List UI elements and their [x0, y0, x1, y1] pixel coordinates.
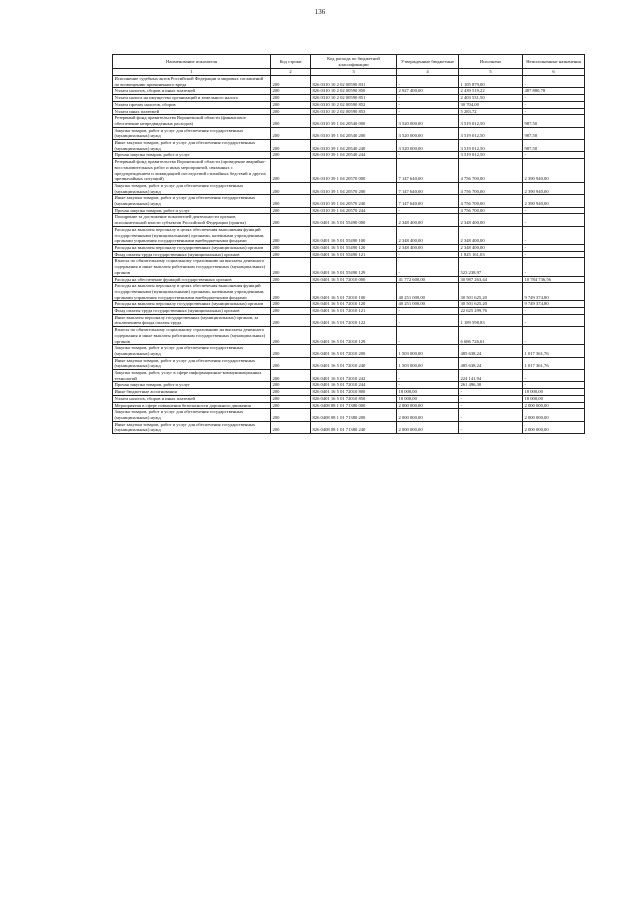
unexecuted-amount-cell: - [523, 226, 585, 244]
unexecuted-amount-cell: 2 390 940,00 [523, 195, 585, 207]
table-row [113, 244, 585, 251]
executed-amount-cell: 4 756 700,00 [459, 207, 523, 214]
executed-amount-cell: 2 348 400,00 [459, 226, 523, 244]
table-row [113, 395, 585, 402]
unexecuted-amount-cell: - [523, 207, 585, 214]
indicator-name-cell: Фонд оплаты труда государственных (муниципальных) органов [113, 251, 271, 258]
classification-code-cell: 826 0401 16 5 01 72010 242 [311, 370, 397, 382]
executed-amount-cell: - [459, 389, 523, 396]
table-row [113, 88, 585, 95]
approved-amount-cell: - [397, 251, 459, 258]
table-body [113, 76, 585, 434]
line-code-cell: 200 [271, 314, 311, 326]
classification-code-cell: 826 0310 10 2 02 00590 850 [311, 88, 397, 95]
executed-amount-cell: 4 756 700,00 [459, 182, 523, 194]
table-row [113, 159, 585, 183]
line-code-cell: 200 [271, 226, 311, 244]
column-number: 5 [459, 69, 523, 76]
line-code-cell: 200 [271, 95, 311, 102]
table-row [113, 226, 585, 244]
approved-amount-cell: 2 000 000,00 [397, 402, 459, 409]
column-number: 6 [523, 69, 585, 76]
indicator-name-cell: Уплата иных платежей [113, 108, 271, 115]
classification-code-cell: 826 0408 08 1 01 71380 200 [311, 409, 397, 421]
executed-amount-cell: 30 501 625,20 [459, 301, 523, 308]
indicator-name-cell: Прочая закупка товаров, работ и услуг [113, 382, 271, 389]
unexecuted-amount-cell: 9 749 374,80 [523, 301, 585, 308]
approved-amount-cell: 2 348 400,00 [397, 226, 459, 244]
unexecuted-amount-cell: 1 017 361,76 [523, 357, 585, 369]
line-code-cell: 200 [271, 389, 311, 396]
unexecuted-amount-cell: 9 749 374,80 [523, 283, 585, 301]
executed-amount-cell: 4 756 700,00 [459, 195, 523, 207]
executed-amount-cell: 1 825 161,03 [459, 251, 523, 258]
table-row [113, 409, 585, 421]
executed-amount-cell: 224 141,94 [459, 370, 523, 382]
unexecuted-amount-cell: - [523, 370, 585, 382]
indicator-name-cell: Фонд оплаты труда государственных (муниципальных) органов [113, 308, 271, 315]
approved-amount-cell: - [397, 382, 459, 389]
table-row [113, 402, 585, 409]
classification-code-cell: 826 0401 16 5 01 55490 121 [311, 251, 397, 258]
unexecuted-amount-cell: 487 880,78 [523, 88, 585, 95]
column-number: 2 [271, 69, 311, 76]
executed-amount-cell: 1 105 879,00 [459, 76, 523, 88]
indicator-name-cell: Прочая закупка товаров, работ и услуг [113, 207, 271, 214]
table-row [113, 152, 585, 159]
indicator-name-cell: Прочая закупка товаров, работ и услуг [113, 152, 271, 159]
executed-amount-cell: 261 496,30 [459, 382, 523, 389]
classification-code-cell: 826 0310 10 2 02 00590 852 [311, 101, 397, 108]
line-code-cell: 200 [271, 395, 311, 402]
table-row [113, 207, 585, 214]
classification-code-cell: 826 0310 10 2 02 00590 853 [311, 108, 397, 115]
line-code-cell: 200 [271, 308, 311, 315]
table-row [113, 214, 585, 226]
approved-amount-cell: 2 000 000,00 [397, 421, 459, 433]
approved-amount-cell: 7 147 640,00 [397, 195, 459, 207]
unexecuted-amount-cell: - [523, 308, 585, 315]
approved-amount-cell: 2 927 400,00 [397, 88, 459, 95]
approved-amount-cell: 18 000,00 [397, 395, 459, 402]
header-budget-classification-code: Код расхода по бюджетной классификации [311, 55, 397, 69]
classification-code-cell: 826 0401 16 5 01 72010 200 [311, 345, 397, 357]
classification-code-cell: 826 0401 16 5 01 55490 000 [311, 214, 397, 226]
approved-amount-cell: - [397, 308, 459, 315]
line-code-cell: 200 [271, 276, 311, 283]
executed-amount-cell: 3 519 012,50 [459, 115, 523, 127]
unexecuted-amount-cell: 1 017 361,76 [523, 345, 585, 357]
approved-amount-cell: - [397, 327, 459, 345]
classification-code-cell: 826 0408 08 1 01 71380 240 [311, 421, 397, 433]
header-line-code: Код строки [271, 55, 311, 69]
unexecuted-amount-cell: - [523, 327, 585, 345]
table-row [113, 308, 585, 315]
approved-amount-cell: 3 520 000,00 [397, 127, 459, 139]
approved-amount-cell: - [397, 370, 459, 382]
line-code-cell: 200 [271, 357, 311, 369]
indicator-name-cell: Расходы на обеспечение функций государственных органов [113, 276, 271, 283]
line-code-cell: 200 [271, 345, 311, 357]
line-code-cell: 200 [271, 214, 311, 226]
classification-code-cell: 826 0401 16 5 01 72010 800 [311, 389, 397, 396]
indicator-name-cell: Уплата налога на имущество организаций и земельного налога [113, 95, 271, 102]
line-code-cell: 200 [271, 421, 311, 433]
indicator-name-cell: Мероприятия в сфере повышения безопасности дорожного движения [113, 402, 271, 409]
approved-amount-cell: - [397, 95, 459, 102]
executed-amount-cell: 523 238,97 [459, 258, 523, 276]
approved-amount-cell: 18 000,00 [397, 389, 459, 396]
approved-amount-cell: 2 348 400,00 [397, 214, 459, 226]
line-code-cell: 200 [271, 182, 311, 194]
executed-amount-cell: 4 756 700,00 [459, 159, 523, 183]
unexecuted-amount-cell: 2 000 000,00 [523, 409, 585, 421]
line-code-cell: 200 [271, 370, 311, 382]
line-code-cell: 200 [271, 301, 311, 308]
table-row [113, 140, 585, 152]
unexecuted-amount-cell: - [523, 108, 585, 115]
approved-amount-cell: 2 348 400,00 [397, 244, 459, 251]
executed-amount-cell: 2 348 400,00 [459, 214, 523, 226]
classification-code-cell: 826 0310 10 2 02 00590 851 [311, 95, 397, 102]
table-row [113, 251, 585, 258]
line-code-cell: 200 [271, 88, 311, 95]
executed-amount-cell: - [459, 402, 523, 409]
approved-amount-cell: - [397, 258, 459, 276]
indicator-name-cell: Поощрение за достижение показателей деятельности органов исполнительной власти субъектов Российской Федерации (гранты) [113, 214, 271, 226]
executed-amount-cell: 3 519 012,50 [459, 127, 523, 139]
indicator-name-cell: Иные закупки товаров, работ и услуг для обеспечения государственных (муниципальных) нужд [113, 195, 271, 207]
approved-amount-cell: 3 520 000,00 [397, 115, 459, 127]
table-row [113, 283, 585, 301]
table-row [113, 182, 585, 194]
classification-code-cell: 826 0401 16 5 01 72010 129 [311, 327, 397, 345]
table-row [113, 127, 585, 139]
classification-code-cell: 826 0310 39 1 04 20570 244 [311, 207, 397, 214]
indicator-name-cell: Закупка товаров, работ и услуг для обеспечения государственных (муниципальных) нужд [113, 345, 271, 357]
unexecuted-amount-cell: - [523, 76, 585, 88]
unexecuted-amount-cell: - [523, 258, 585, 276]
classification-code-cell: 826 0401 16 5 01 55490 100 [311, 226, 397, 244]
approved-amount-cell: 1 503 000,00 [397, 357, 459, 369]
classification-code-cell: 826 0310 10 2 02 00590 831 [311, 76, 397, 88]
indicator-name-cell: Расходы на выплаты персоналу в целях обеспечения выполнения функций государственными (муниципальными) органами, казенными учреждениями, органами управления государственными внебюджетными фондами [113, 226, 271, 244]
line-code-cell: 200 [271, 382, 311, 389]
indicator-name-cell: Расходы на выплаты персоналу государственных (муниципальных) органов [113, 301, 271, 308]
unexecuted-amount-cell: - [523, 244, 585, 251]
classification-code-cell: 826 0310 39 1 04 20570 240 [311, 195, 397, 207]
header-indicator-name: Наименование показателя [113, 55, 271, 69]
line-code-cell: 200 [271, 283, 311, 301]
executed-amount-cell: 30 704,00 [459, 101, 523, 108]
indicator-name-cell: Взносы по обязательному социальному страхованию на выплаты денежного содержания и иные выплаты работникам государственных (муниципальных) органов [113, 327, 271, 345]
executed-amount-cell: - [459, 421, 523, 433]
table-row [113, 421, 585, 433]
table-row [113, 76, 585, 88]
approved-amount-cell: - [397, 101, 459, 108]
table-row [113, 370, 585, 382]
executed-amount-cell: 2 403 531,50 [459, 95, 523, 102]
classification-code-cell: 826 0310 39 1 04 20570 200 [311, 182, 397, 194]
line-code-cell: 200 [271, 258, 311, 276]
table-row [113, 115, 585, 127]
indicator-name-cell: Расходы на выплаты персоналу государственных (муниципальных) органов [113, 244, 271, 251]
indicator-name-cell: Закупка товаров, работ, услуг в сфере информационно-коммуникационных технологий [113, 370, 271, 382]
line-code-cell: 200 [271, 140, 311, 152]
indicator-name-cell: Резервный фонд правительства Воронежской области (проведение аварийно-восстановительных работ и иных мероприятий, связанных с предупреждением и ликвидацией последствий стихийных бедствий и других чрезвычайных ситуаций) [113, 159, 271, 183]
table-row [113, 345, 585, 357]
table-row [113, 357, 585, 369]
classification-code-cell: 826 0401 16 5 01 72010 850 [311, 395, 397, 402]
indicator-name-cell: Иные выплаты персоналу государственных (муниципальных) органов, за исключением фонда оплаты труда [113, 314, 271, 326]
executed-amount-cell: 30 501 625,20 [459, 283, 523, 301]
executed-amount-cell: 5 283,72 [459, 108, 523, 115]
indicator-name-cell: Резервный фонд правительства Воронежской области (финансовое обеспечение непредвиденных расходов) [113, 115, 271, 127]
line-code-cell: 200 [271, 76, 311, 88]
classification-code-cell: 826 0401 16 5 01 72010 122 [311, 314, 397, 326]
unexecuted-amount-cell: - [523, 101, 585, 108]
table-row [113, 195, 585, 207]
line-code-cell: 200 [271, 159, 311, 183]
line-code-cell: 200 [271, 115, 311, 127]
table-row [113, 258, 585, 276]
approved-amount-cell: 1 503 000,00 [397, 345, 459, 357]
approved-amount-cell: 40 251 000,00 [397, 301, 459, 308]
executed-amount-cell: 30 987 263,44 [459, 276, 523, 283]
column-number: 3 [311, 69, 397, 76]
line-code-cell: 200 [271, 327, 311, 345]
table-row [113, 108, 585, 115]
table-row [113, 301, 585, 308]
executed-amount-cell: 6 686 726,61 [459, 327, 523, 345]
unexecuted-amount-cell: 987,50 [523, 127, 585, 139]
indicator-name-cell: Иные бюджетные ассигнования [113, 389, 271, 396]
indicator-name-cell: Закупка товаров, работ и услуг для обеспечения государственных (муниципальных) нужд [113, 182, 271, 194]
classification-code-cell: 826 0401 16 5 01 72010 120 [311, 301, 397, 308]
table-row [113, 95, 585, 102]
classification-code-cell: 826 0310 39 1 04 20570 000 [311, 159, 397, 183]
classification-code-cell: 826 0310 39 1 04 20540 000 [311, 115, 397, 127]
unexecuted-amount-cell: 18 000,00 [523, 395, 585, 402]
line-code-cell: 200 [271, 402, 311, 409]
table-row [113, 276, 585, 283]
executed-amount-cell: - [459, 409, 523, 421]
unexecuted-amount-cell: 2 390 940,00 [523, 159, 585, 183]
unexecuted-amount-cell: 10 784 736,56 [523, 276, 585, 283]
approved-amount-cell: - [397, 207, 459, 214]
line-code-cell: 200 [271, 108, 311, 115]
indicator-name-cell: Взносы по обязательному социальному страхованию на выплаты денежного содержания и иные выплаты работникам государственных (муниципальных) органов [113, 258, 271, 276]
unexecuted-amount-cell: - [523, 382, 585, 389]
header-unexecuted: Неисполненные назначения [523, 55, 585, 69]
approved-amount-cell: 2 000 000,00 [397, 409, 459, 421]
executed-amount-cell: 1 189 598,83 [459, 314, 523, 326]
classification-code-cell: 826 0401 16 5 01 55490 129 [311, 258, 397, 276]
unexecuted-amount-cell: - [523, 314, 585, 326]
indicator-name-cell: Закупка товаров, работ и услуг для обеспечения государственных (муниципальных) нужд [113, 409, 271, 421]
executed-amount-cell: 22 625 299,76 [459, 308, 523, 315]
classification-code-cell: 826 0310 39 1 04 20540 200 [311, 127, 397, 139]
classification-code-cell: 826 0310 39 1 04 20540 240 [311, 140, 397, 152]
indicator-name-cell: Расходы на выплаты персоналу в целях обеспечения выполнения функций государственными (муниципальными) органами, казенными учреждениями, органами управления государственными внебюджетными фондами [113, 283, 271, 301]
approved-amount-cell: - [397, 76, 459, 88]
classification-code-cell: 826 0408 08 1 01 71380 000 [311, 402, 397, 409]
unexecuted-amount-cell: - [523, 95, 585, 102]
page-number: 136 [314, 8, 326, 16]
unexecuted-amount-cell: - [523, 251, 585, 258]
classification-code-cell: 826 0401 16 5 01 72010 244 [311, 382, 397, 389]
unexecuted-amount-cell: 18 000,00 [523, 389, 585, 396]
table-row [113, 327, 585, 345]
classification-code-cell: 826 0401 16 5 01 72010 000 [311, 276, 397, 283]
approved-amount-cell: - [397, 152, 459, 159]
table-row [113, 389, 585, 396]
unexecuted-amount-cell: 987,50 [523, 115, 585, 127]
executed-amount-cell: 3 519 012,50 [459, 152, 523, 159]
classification-code-cell: 826 0401 16 5 01 72010 240 [311, 357, 397, 369]
line-code-cell: 200 [271, 251, 311, 258]
classification-code-cell: 826 0401 16 5 01 72010 121 [311, 308, 397, 315]
indicator-name-cell: Закупка товаров, работ и услуг для обеспечения государственных (муниципальных) нужд [113, 127, 271, 139]
table-row [113, 382, 585, 389]
line-code-cell: 200 [271, 207, 311, 214]
classification-code-cell: 826 0401 16 5 01 72010 100 [311, 283, 397, 301]
approved-amount-cell: 7 147 640,00 [397, 159, 459, 183]
classification-code-cell: 826 0401 16 5 01 55490 120 [311, 244, 397, 251]
executed-amount-cell: 485 638,24 [459, 345, 523, 357]
approved-amount-cell: 7 147 640,00 [397, 182, 459, 194]
approved-amount-cell: 3 520 000,00 [397, 140, 459, 152]
line-code-cell: 200 [271, 152, 311, 159]
header-approved: Утвержденные бюджетные [397, 55, 459, 69]
executed-amount-cell: - [459, 395, 523, 402]
line-code-cell: 200 [271, 244, 311, 251]
line-code-cell: 200 [271, 195, 311, 207]
line-code-cell: 200 [271, 101, 311, 108]
executed-amount-cell: 3 519 012,50 [459, 140, 523, 152]
line-code-cell: 200 [271, 409, 311, 421]
indicator-name-cell: Уплата налогов, сборов и иных платежей [113, 395, 271, 402]
approved-amount-cell: - [397, 314, 459, 326]
table-row [113, 101, 585, 108]
indicator-name-cell: Иные закупки товаров, работ и услуг для обеспечения государственных (муниципальных) нужд [113, 357, 271, 369]
approved-amount-cell: 40 251 000,00 [397, 283, 459, 301]
indicator-name-cell: Уплата налогов, сборов и иных платежей [113, 88, 271, 95]
indicator-name-cell: Иные закупки товаров, работ и услуг для обеспечения государственных (муниципальных) нужд [113, 140, 271, 152]
executed-amount-cell: 485 638,24 [459, 357, 523, 369]
indicator-name-cell: Уплата прочих налогов, сборов [113, 101, 271, 108]
unexecuted-amount-cell: - [523, 214, 585, 226]
indicator-name-cell: Исполнение судебных актов Российской Федерации и мировых соглашений по возмещению причиненного вреда [113, 76, 271, 88]
indicator-name-cell: Иные закупки товаров, работ и услуг для обеспечения государственных (муниципальных) нужд [113, 421, 271, 433]
unexecuted-amount-cell: 2 390 940,00 [523, 182, 585, 194]
approved-amount-cell: - [397, 108, 459, 115]
unexecuted-amount-cell: 2 000 000,00 [523, 402, 585, 409]
header-executed: Исполнено [459, 55, 523, 69]
column-number: 1 [113, 69, 271, 76]
unexecuted-amount-cell: 987,50 [523, 140, 585, 152]
classification-code-cell: 826 0310 39 1 04 20540 244 [311, 152, 397, 159]
executed-amount-cell: 2 348 400,00 [459, 244, 523, 251]
column-number: 4 [397, 69, 459, 76]
approved-amount-cell: 41 772 600,00 [397, 276, 459, 283]
executed-amount-cell: 2 439 519,22 [459, 88, 523, 95]
unexecuted-amount-cell: 2 000 000,00 [523, 421, 585, 433]
table-row [113, 314, 585, 326]
budget-execution-table [112, 54, 585, 434]
unexecuted-amount-cell: - [523, 152, 585, 159]
line-code-cell: 200 [271, 127, 311, 139]
